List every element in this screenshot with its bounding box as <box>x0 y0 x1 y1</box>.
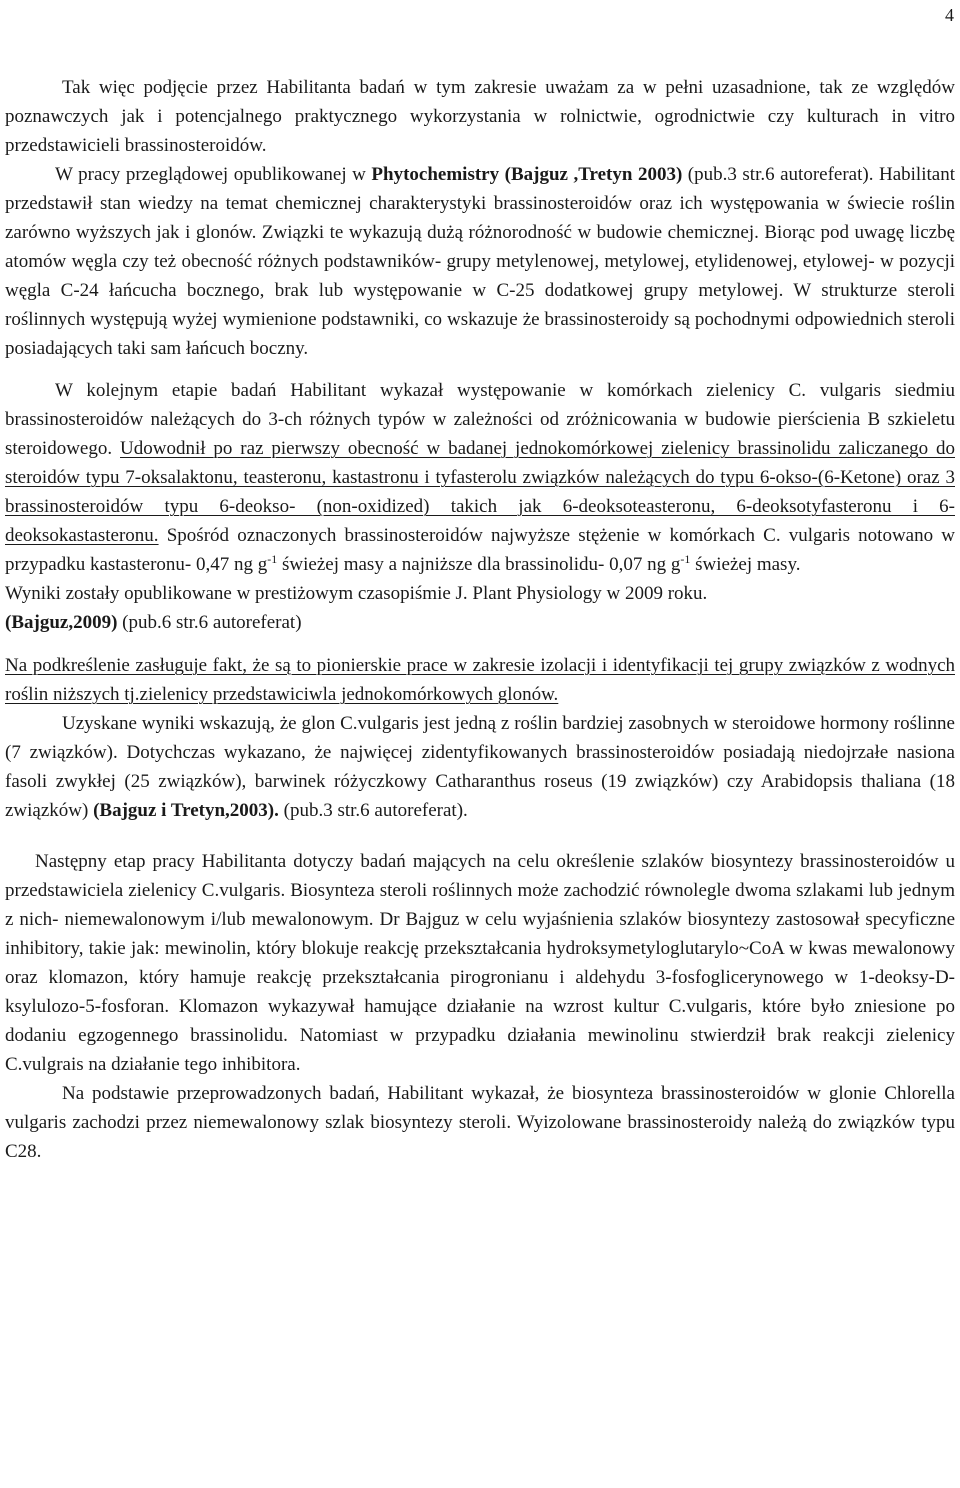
paragraph-6 <box>5 1079 955 1166</box>
spacer <box>5 363 955 376</box>
superscript: -1 <box>680 552 691 566</box>
text-run: (pub.3 str.6 autoreferat). <box>278 800 468 821</box>
text-run: świeżej masy a najniższe dla brassinolidu- 0,07 ng g <box>277 554 681 575</box>
text-run: (pub.3 str.6 autoreferat). Habilitant przedstawił stan wiedzy na temat chemicznej charakterystyki brassinosteroidów oraz ich występowania w świecie roślin zarówno wyższych jak i glonów. Związki te wykazują dużą różnorodność w budowie chemicznej. Biorąc pod uwagę liczbę atomów węgla czy też obecność różnych podstawników- grupy metylenowej, metylowej, etylidenowej, etylowej- w pozycji węgla C-24 łańcucha bocznego, brak lub występowanie w C-25 dodatkowej grupy metylowej. W strukturze steroli roślinnych występują wyżej wymienione podstawniki, co wskazuje że brassinosteroidy są pochodnymi odpowiednich steroli posiadających taki sam łańcuch boczny. <box>5 164 955 359</box>
text-run: Na podstawie przeprowadzonych badań, Habilitant wykazał, że biosynteza brassinosteroidów w glonie Chlorella vulgaris zachodzi przez niemewalonowy szlak biosyntezy steroli. Wyizolowane brassinosteroidy należą do związków typu C28. <box>5 1083 955 1162</box>
page-number: 4 <box>945 5 954 25</box>
paragraph-2 <box>5 376 955 579</box>
paragraph-1 <box>5 73 955 160</box>
paragraph-2b <box>5 579 955 608</box>
text-run: Uzyskane wyniki wskazują, że glon C.vulgaris jest jedną z roślin bardziej zasobnych w steroidowe hormony roślinne (7 związków). Dotychczas wykazano, że najwięcej zidentyfikowanych brassinosteroidów posiadają niedojrzałe nasiona fasoli zwykłej (25 związków), barwinek różyczkowy Catharanthus roseus (19 związków) czy Arabidopsis thaliana (18 związków) <box>5 713 955 821</box>
citation-bold: Phytochemistry (Bajguz ,Tretyn 2003) <box>371 164 683 185</box>
paragraph-3 <box>5 651 955 709</box>
text-run: Tak więc podjęcie przez Habilitanta badań w tym zakresie uważam za w pełni uzasadnione, tak ze względów poznawczych jak i potencjalnego praktycznego wykorzystania w rolnictwie, ogrodnictwie czy kulturach in vitro przedstawicieli brassinosteroidów. <box>5 77 955 156</box>
text-run: Następny etap pracy Habilitanta dotyczy badań mających na celu określenie szlaków biosyntezy brassinosteroidów u przedstawiciela zielenicy C.vulgaris. Biosynteza steroli roślinnych może zachodzić równolegle dwoma szlakami lub jednym z nich- niemewalonowym i/lub mewalonowym. Dr Bajguz w celu wyjaśnienia szlaków biosyntezy zastosował specyficzne inhibitory, takie jak: mewinolin, który blokuje reakcję przekształcania hydroksymetyloglutarylo~CoA w kwas mewalonowy oraz klomazon, który hamuje reakcję przekształcania pirogronianu i aldehydu 3-fosfoglicerynowego w 1-deoksy-D-ksylulozo-5-fosforan. Klomazon wykazywał hamujące działanie na wzrost kultur C.vulgaris, które było zniesione po dodaniu egzogennego brassinolidu. Natomiast w przypadku działania mewinolinu stwierdził brak reakcji zielenicy C.vulgrais na działanie tego inhibitora. <box>5 851 955 1075</box>
spacer <box>5 825 955 847</box>
text-run: (pub.6 str.6 autoreferat) <box>117 612 302 633</box>
text-run: W kolejnym etapie badań Habilitant wykazał występowanie w komórkach zielenicy C. vulgaris siedmiu brassinosteroidów należących do 3-ch różnych typów w zależności od zróżnicowania w budowie pierścienia B szkieletu steroidowego. <box>5 380 955 459</box>
text-run: W pracy przeglądowej opublikowanej w <box>55 164 372 185</box>
underlined-text: Na podkreślenie zasługuje fakt, że są to pionierskie prace w zakresie izolacji i identyfikacji tej grupy związków z wodnych roślin niższych tj.zielenicy przedstawiciwla jednokomórkowych glonów. <box>5 655 955 705</box>
text-run: Spośród oznaczonych brassinosteroidów najwyższe stężenie w komórkach C. vulgaris notowano w przypadku kastasteronu- 0,47 ng g <box>5 525 955 575</box>
text-run: Wyniki zostały opublikowane w prestiżowym czasopiśmie J. Plant Physiology w 2009 roku. <box>5 583 708 604</box>
paragraph-4 <box>5 709 955 825</box>
paragraph-2c <box>5 608 955 637</box>
citation-bold: (Bajguz,2009) <box>5 612 118 633</box>
spacer <box>5 637 955 651</box>
superscript: -1 <box>267 552 278 566</box>
citation-bold: (Bajguz i Tretyn,2003). <box>93 800 279 821</box>
paragraph-5 <box>5 847 955 1079</box>
paragraph-1b <box>5 160 955 363</box>
text-run: świeżej masy. <box>690 554 801 575</box>
document-body <box>5 73 955 1166</box>
underlined-text: Udowodnił po raz pierwszy obecność w badanej jednokomórkowej zielenicy brassinolidu zaliczanego do steroidów typu 7-oksalaktonu, teasteronu, kastastronu i tyfasterolu związków należących do typu 6-okso-(6-Ketone) oraz 3 brassinosteroidów typu 6-deokso- (non-oxidized) takich jak 6-deoksoteasteronu, 6-deoksotyfasteronu i 6-deoksokastasteronu. <box>5 438 955 546</box>
